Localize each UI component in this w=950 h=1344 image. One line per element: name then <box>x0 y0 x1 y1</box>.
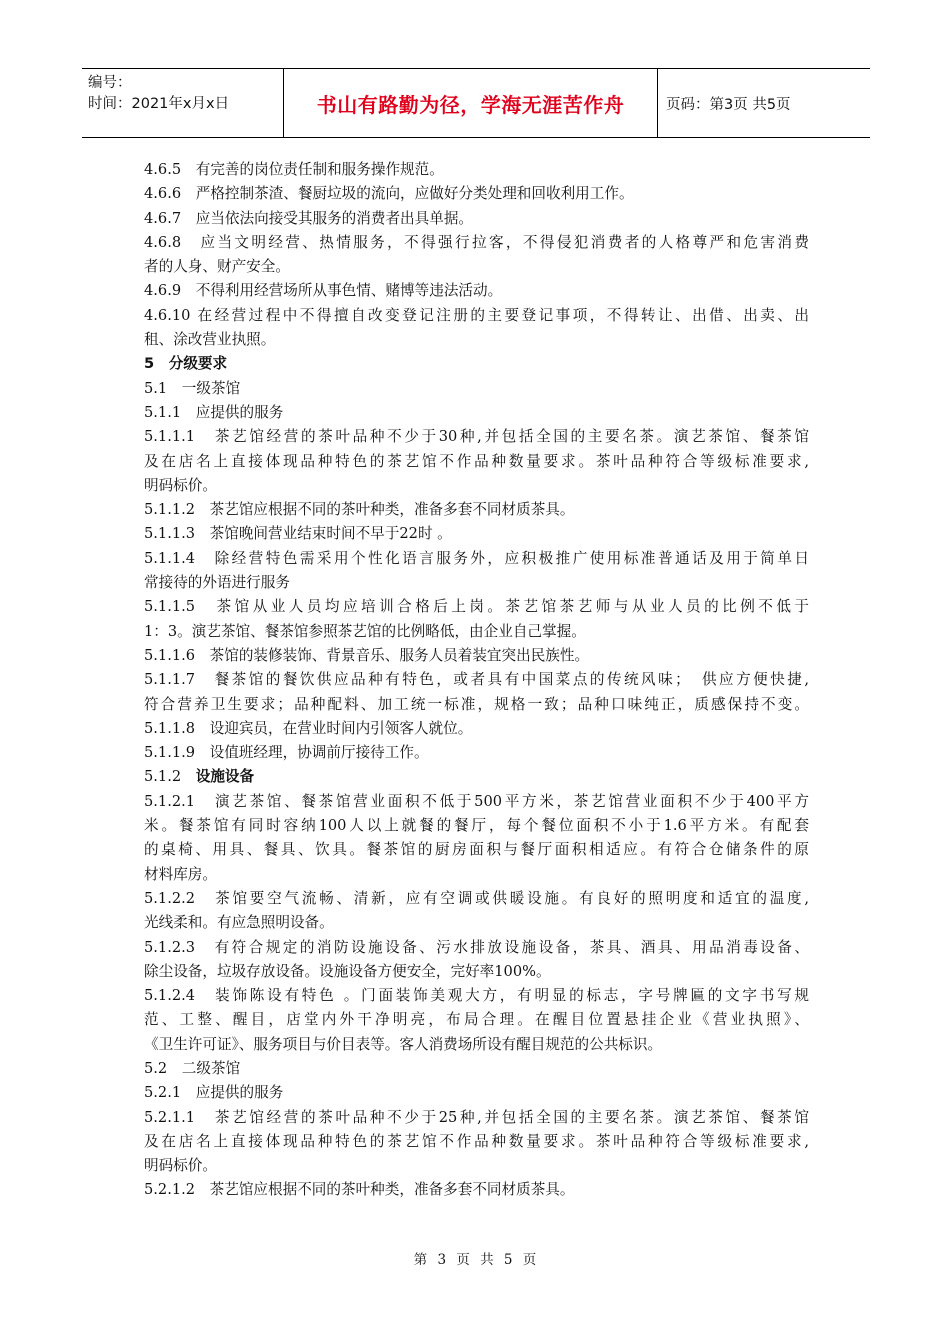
text-line: 材料库房。 <box>144 865 217 883</box>
text-line <box>144 765 809 789</box>
text-line: 及在店名上直接体现品种特色的茶艺馆不作品种数量要求。茶叶品种符合等级标准要求, <box>144 452 809 470</box>
text-line: 5.2.1 应提供的服务 <box>144 1084 284 1102</box>
text-line: 5.1.1.8 设迎宾员，在营业时间内引领客人就位。 <box>144 719 473 737</box>
document-body <box>144 158 809 1203</box>
section-heading: 设施设备 <box>195 768 255 786</box>
text-line: 5.1.2.1 演艺茶馆、餐茶馆营业面积不低于500平方米，茶艺馆营业面积不少于400平方 <box>144 792 809 810</box>
text-line: 5.1.1.9 设值班经理，协调前厅接待工作。 <box>144 744 429 762</box>
text-line: 5.2.1.2 茶艺馆应根据不同的茶叶种类，准备多套不同材质茶具。 <box>144 1181 575 1199</box>
text-line: 5.1.1 应提供的服务 <box>144 403 284 421</box>
text-line: 5.1.2.4 装饰陈设有特色 。门面装饰美观大方，有明显的标志，字号牌匾的文字书写规 <box>144 987 809 1005</box>
text-line: 5.2 二级茶馆 <box>144 1059 241 1077</box>
text-line: 1：3。演艺茶馆、餐茶馆参照茶艺馆的比例略低，由企业自己掌握。 <box>144 622 586 640</box>
text-line: 《卫生许可证》、服务项目与价目表等。客人消费场所设有醒目规范的公共标识。 <box>144 1035 663 1053</box>
header-motto: 书山有路勤为径，学海无涯苦作舟 <box>284 69 658 137</box>
header-meta <box>82 69 284 137</box>
text-line: 5.1.1.3 茶馆晚间营业结束时间不早于22时 。 <box>144 525 452 543</box>
text-line: 及在店名上直接体现品种特色的茶艺馆不作品种数量要求。茶叶品种符合等级标准要求, <box>144 1132 809 1150</box>
text-line: 5.2.1.1 茶艺馆经营的茶叶品种不少于25种,并包括全国的主要名茶。演艺茶馆、餐茶馆 <box>144 1108 809 1126</box>
text-line: 5.1.1.5 茶馆从业人员均应培训合格后上岗。茶艺馆茶艺师与从业人员的比例不低于 <box>144 598 809 616</box>
text-line: 5.1.1.7 餐茶馆的餐饮供应品种有特色，或者具有中国菜点的传统风味； 供应方便快捷, <box>144 671 809 689</box>
text-line: 4.6.7 应当依法向接受其服务的消费者出具单据。 <box>144 209 474 227</box>
text-line: 的桌椅、用具、餐具、饮具。餐茶馆的厨房面积与餐厅面积相适应。有符合仓储条件的原 <box>144 841 809 859</box>
text-line: 5.1.2.2 茶馆要空气流畅、清新，应有空调或供暖设施。有良好的照明度和适宜的温度, <box>144 889 809 907</box>
header-page-info: 页码：第3页 共5页 <box>666 96 791 113</box>
text-line: 5 分级要求 <box>144 355 228 373</box>
text-line: 5.1.1.6 茶馆的装修装饰、背景音乐、服务人员着装宜突出民族性。 <box>144 646 590 664</box>
text-line: 4.6.9 不得利用经营场所从事色情、赌博等违法活动。 <box>144 282 503 300</box>
text-line: 明码标价。 <box>144 1157 217 1175</box>
text-line: 明码标价。 <box>144 476 217 494</box>
text-line: 米。餐茶馆有同时容纳100人以上就餐的餐厅，每个餐位面积不小于1.6平方米。有配套 <box>144 817 809 835</box>
page-footer: 第 3 页 共 5 页 <box>413 1252 537 1268</box>
text-line: 常接待的外语进行服务 <box>144 574 290 592</box>
section-number: 5.1.2 <box>144 768 196 786</box>
document-time: 时间：2021年x月x日 <box>88 96 230 112</box>
text-line: 4.6.8 应当文明经营、热情服务，不得强行拉客，不得侵犯消费者的人格尊严和危害消费 <box>144 233 809 251</box>
page-header <box>82 68 870 138</box>
text-line: 5.1 一级茶馆 <box>144 379 241 397</box>
text-line: 5.1.2.3 有符合规定的消防设施设备、污水排放设施设备，茶具、酒具、用品消毒设备、 <box>144 938 809 956</box>
text-line: 租、涂改营业执照。 <box>144 331 276 349</box>
text-line: 除尘设备，垃圾存放设备。设施设备方便安全，完好率100%。 <box>144 962 551 980</box>
text-line: 符合营养卫生要求；品种配料、加工统一标准，规格一致；品种口味纯正，质感保持不变。 <box>144 695 809 713</box>
text-line: 者的人身、财产安全。 <box>144 258 290 276</box>
text-line: 范、工整、醒目，店堂内外干净明亮，布局合理。在醒目位置悬挂企业《营业执照》、 <box>144 1011 809 1029</box>
text-line: 5.1.1.2 茶艺馆应根据不同的茶叶种类，准备多套不同材质茶具。 <box>144 501 575 519</box>
text-line: 光线柔和。有应急照明设备。 <box>144 914 334 932</box>
text-line: 4.6.6 严格控制茶渣、餐厨垃圾的流向，应做好分类处理和回收利用工作。 <box>144 185 634 203</box>
text-line: 5.1.1.4 除经营特色需采用个性化语言服务外，应积极推广使用标准普通话及用于简单日 <box>144 549 809 567</box>
text-line: 4.6.10 在经营过程中不得擅自改变登记注册的主要登记事项，不得转让、出借、出卖、出 <box>144 306 809 324</box>
text-line: 4.6.5 有完善的岗位责任制和服务操作规范。 <box>144 161 444 178</box>
document-number-label: 编号： <box>88 75 132 91</box>
text-line: 5.1.1.1 茶艺馆经营的茶叶品种不少于30种,并包括全国的主要名茶。演艺茶馆、餐茶馆 <box>144 428 809 446</box>
